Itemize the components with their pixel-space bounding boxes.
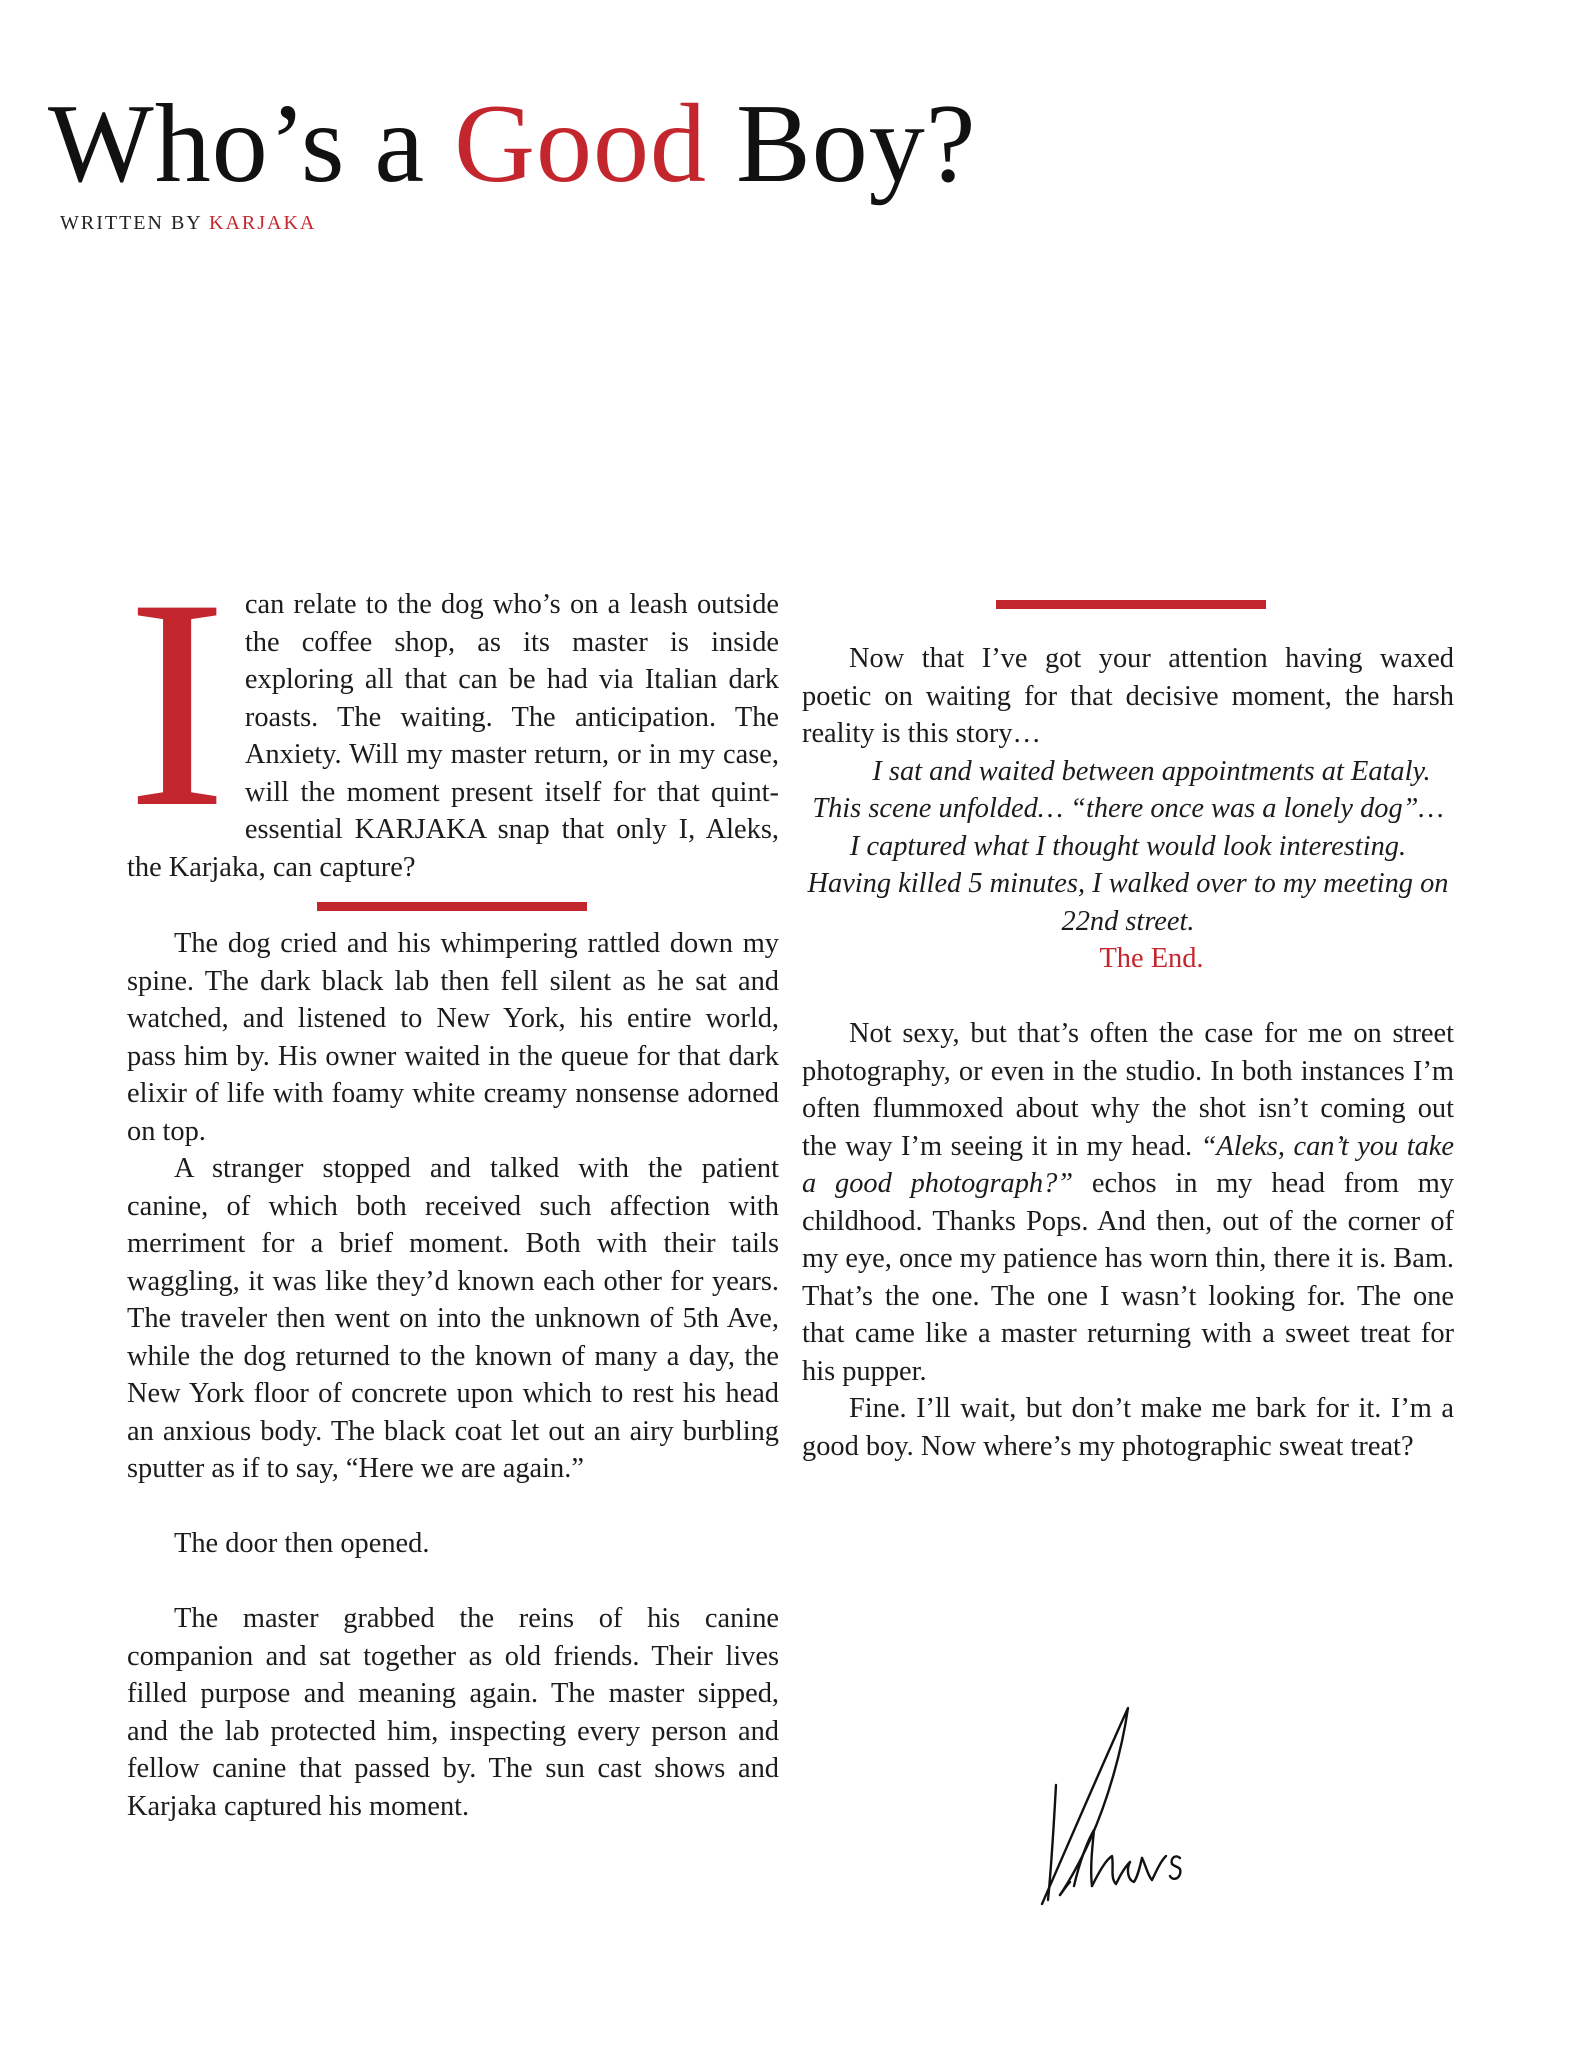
byline — [60, 212, 316, 235]
byline-prefix: WRITTEN BY — [60, 212, 210, 234]
article-column-left — [127, 537, 779, 1825]
section-divider-right — [996, 600, 1266, 609]
paragraph-5: The master grabbed the reins of his canine companion and sat together as old friends. Their lives filled purpose and meaning again. The master sipped, and the lab protected him, inspecting every person and fellow canine that passed by. The sun cast shows and Karjaka captured his moment. — [127, 1603, 779, 1822]
paragraph-4: The door then opened. — [174, 1528, 430, 1559]
section-divider-left — [317, 902, 587, 911]
paragraph-intro — [127, 537, 779, 886]
paragraph-7-text-a: Not sexy, but that’s often the case for me on street photography, or even in the studio. In both instances I’m often flummoxed about why the shot isn’t coming out the way I’m seeing it in my head. — [802, 1018, 1454, 1162]
title-accent-word: Good — [454, 82, 708, 206]
signature-image — [1030, 1690, 1230, 1920]
byline-author: KARJAKA — [209, 212, 317, 234]
paragraph-7-quote: “Aleks, can’t you take a good photograph?” — [802, 1130, 1454, 1199]
paragraph-6: Now that I’ve got your attention having waxed poetic on waiting for that decisive moment, the harsh reality is this story… — [802, 643, 1454, 749]
paragraph-7 — [802, 1015, 1454, 1390]
paragraph-3: A stranger stopped and talked with the patient canine, of which both received such affection with merriment for a brief moment. Both with their tails waggling, it was like they’d known each other for years. The traveler then went on into the unknown of 5th Ave, while the dog returned to the known of many a day, the New York floor of concrete upon which to rest his head an anxious body. The black coat let out an airy burbling sputter as if to say, “Here we are again.” — [127, 1153, 779, 1484]
italic-quote: I sat and waited between appointments at Eataly. This scene unfolded… “there once was a lonely dog”… I captured what I thought would look interesting. Having killed 5 minutes, I walked over to my meeting on 22nd street. — [807, 755, 1449, 937]
article-title — [48, 82, 977, 206]
paragraph-8: Fine. I’ll wait, but don’t make me bark for it. I’m a good boy. Now where’s my photographic sweat treat? — [802, 1393, 1454, 1462]
title-part-1: Who’s a — [48, 82, 455, 206]
title-part-2: Boy? — [707, 82, 977, 206]
article-column-right — [802, 586, 1454, 1465]
paragraph-intro-text: can relate to the dog who’s on a leash outside the coffee shop, as its master is inside exploring all that can be had via Italian dark roasts. The waiting. The anticipation. The Anxiety. Will my master return, or in my case, will the moment present itself for that quintessential KARJAKA snap that only I, Aleks, the Karjaka, can capture? — [127, 589, 779, 883]
paragraph-7-text-b: echos in my head from my childhood. Thanks Pops. And then, out of the corner of my eye, once my patience has worn thin, there it is. Bam. That’s the one. The one I wasn’t looking for. The one that came like a master returning with a sweet treat for his pupper. — [802, 1168, 1455, 1387]
paragraph-2: The dog cried and his whimpering rattled down my spine. The dark black lab then fell silent as he sat and watched, and listened to New York, his entire world, pass him by. His owner waited in the queue for that dark elixir of life with foamy white creamy nonsense adorned on top. — [127, 928, 779, 1147]
drop-cap: I — [127, 537, 227, 869]
the-end-label: The End. — [1099, 943, 1204, 974]
